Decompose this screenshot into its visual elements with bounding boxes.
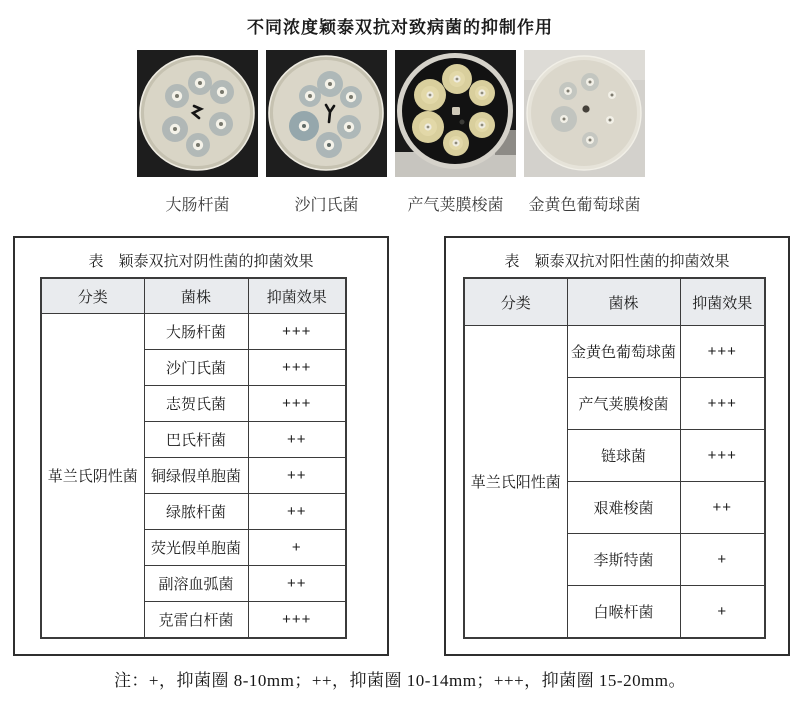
- photo-label-saureus: 金黄色葡萄球菌: [528, 197, 641, 214]
- strain-cell: 铜绿假单胞菌: [144, 458, 248, 494]
- column-header-strain: 菌株: [567, 278, 680, 326]
- table-header-row: [464, 278, 765, 326]
- effect-cell: +++: [680, 378, 765, 430]
- strain-cell: 大肠杆菌: [144, 314, 248, 350]
- strain-cell: 巴氏杆菌: [144, 422, 248, 458]
- strain-cell: 副溶血弧菌: [144, 566, 248, 602]
- effect-cell: +++: [680, 430, 765, 482]
- positive-effect-table: [463, 277, 766, 639]
- photo-label-ecoli: 大肠杆菌: [165, 197, 230, 214]
- strain-cell: 志贺氏菌: [144, 386, 248, 422]
- strain-cell: 李斯特菌: [567, 534, 680, 586]
- table-row: [464, 326, 765, 378]
- effect-cell: ++: [248, 422, 346, 458]
- effect-cell: ++: [248, 458, 346, 494]
- page-title: 不同浓度颖泰双抗对致病菌的抑制作用: [247, 18, 553, 37]
- effect-cell: ++: [680, 482, 765, 534]
- strain-cell: 克雷白杆菌: [144, 602, 248, 639]
- effect-cell: +: [680, 534, 765, 586]
- petri-dish-photo-saureus: [524, 50, 645, 177]
- strain-cell: 金黄色葡萄球菌: [567, 326, 680, 378]
- photo-label-cperfringens: 产气荚膜梭菌: [407, 197, 504, 214]
- negative-table-title: 表 颖泰双抗对阴性菌的抑菌效果: [88, 253, 314, 270]
- effect-cell: +++: [248, 314, 346, 350]
- effect-cell: +++: [680, 326, 765, 378]
- table-header-row: [41, 278, 346, 314]
- effect-cell: ++: [248, 494, 346, 530]
- positive-bacteria-panel: [444, 236, 790, 656]
- strain-cell: 荧光假单胞菌: [144, 530, 248, 566]
- category-cell: 革兰氏阳性菌: [464, 326, 567, 639]
- strain-cell: 链球菌: [567, 430, 680, 482]
- effect-cell: +++: [248, 350, 346, 386]
- effect-cell: +: [248, 530, 346, 566]
- effect-cell: ++: [248, 566, 346, 602]
- petri-dish-image: [137, 50, 258, 177]
- table-row: [41, 314, 346, 350]
- petri-dish-label-row: [137, 192, 645, 215]
- strain-cell: 艰难梭菌: [567, 482, 680, 534]
- petri-dish-image: [395, 50, 516, 177]
- category-cell: 革兰氏阴性菌: [41, 314, 144, 639]
- petri-dish-image: [524, 50, 645, 177]
- strain-cell: 绿脓杆菌: [144, 494, 248, 530]
- column-header-category: 分类: [464, 278, 567, 326]
- positive-table-title: 表 颖泰双抗对阳性菌的抑菌效果: [504, 253, 730, 270]
- strain-cell: 产气荚膜梭菌: [567, 378, 680, 430]
- negative-bacteria-panel: [13, 236, 389, 656]
- photo-label-salmonella: 沙门氏菌: [294, 197, 359, 214]
- column-header-strain: 菌株: [144, 278, 248, 314]
- petri-dish-photo-cperfringens: [395, 50, 516, 177]
- petri-dish-photo-row: [137, 50, 645, 177]
- petri-dish-image: [266, 50, 387, 177]
- effect-cell: +++: [248, 386, 346, 422]
- strain-cell: 白喉杆菌: [567, 586, 680, 639]
- legend-note: 注：+，抑菌圈 8-10mm；++，抑菌圈 10-14mm；+++，抑菌圈 15-20mm。: [113, 671, 687, 690]
- column-header-category: 分类: [41, 278, 144, 314]
- column-header-effect: 抑菌效果: [248, 278, 346, 314]
- column-header-effect: 抑菌效果: [680, 278, 765, 326]
- effect-cell: +++: [248, 602, 346, 639]
- negative-effect-table: [40, 277, 347, 639]
- effect-cell: +: [680, 586, 765, 639]
- petri-dish-photo-ecoli: [137, 50, 258, 177]
- strain-cell: 沙门氏菌: [144, 350, 248, 386]
- petri-dish-photo-salmonella: [266, 50, 387, 177]
